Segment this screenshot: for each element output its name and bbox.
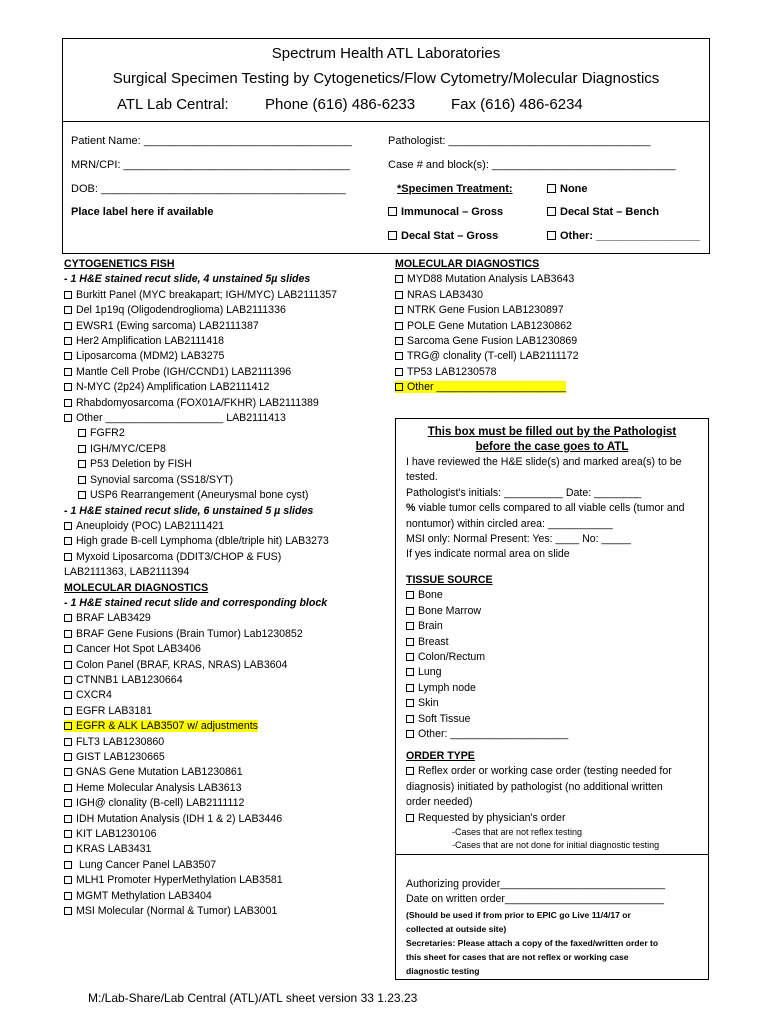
mrn-field[interactable]: MRN/CPI: _____________________________________ bbox=[71, 159, 350, 171]
checkbox-icon[interactable] bbox=[64, 322, 72, 330]
auth-date-field[interactable]: Date on written order___________________________ bbox=[406, 893, 665, 906]
tissue-source-section bbox=[406, 573, 568, 742]
tissue-option[interactable]: Breast bbox=[406, 635, 568, 650]
checkbox-icon[interactable] bbox=[64, 614, 72, 622]
checkbox-icon[interactable] bbox=[395, 306, 403, 314]
mol-test-item[interactable]: IGH@ clonality (B-cell) LAB2111112 bbox=[64, 796, 394, 811]
form-subtitle: Surgical Specimen Testing by Cytogenetics/Flow Cytometry/Molecular Diagnostics bbox=[112, 70, 660, 87]
checkbox-icon[interactable] bbox=[64, 306, 72, 314]
divider bbox=[63, 121, 709, 122]
checkbox-icon[interactable] bbox=[395, 337, 403, 345]
checkbox-icon[interactable] bbox=[395, 275, 403, 283]
checkbox-icon[interactable] bbox=[406, 814, 414, 822]
cyto-subheading-2: - 1 H&E stained recut slide, 6 unstained 5 µ slides bbox=[64, 504, 314, 517]
mol-test-item[interactable]: KIT LAB1230106 bbox=[64, 827, 394, 842]
checkbox-icon[interactable] bbox=[406, 668, 414, 676]
mol-test-item[interactable]: Heme Molecular Analysis LAB3613 bbox=[64, 781, 394, 796]
checkbox-icon[interactable] bbox=[78, 429, 86, 437]
checkbox-icon[interactable] bbox=[547, 207, 556, 216]
pathologist-box bbox=[395, 418, 709, 980]
cyto-test-item[interactable]: Other ____________________ LAB2111413 bbox=[64, 411, 394, 426]
tissue-option[interactable]: Lymph node bbox=[406, 681, 568, 696]
cyto-other-option[interactable]: FGFR2 bbox=[64, 426, 394, 441]
checkbox-icon[interactable] bbox=[64, 799, 72, 807]
checkbox-icon[interactable] bbox=[406, 638, 414, 646]
mol-test-item[interactable]: Sarcoma Gene Fusion LAB1230869 bbox=[395, 334, 707, 349]
checkbox-icon[interactable] bbox=[64, 815, 72, 823]
mol-test-item[interactable]: NRAS LAB3430 bbox=[395, 288, 707, 303]
checkbox-icon[interactable] bbox=[64, 691, 72, 699]
tissue-option[interactable]: Bone Marrow bbox=[406, 604, 568, 619]
cyto-other-list bbox=[64, 426, 394, 503]
tissue-option[interactable]: Brain bbox=[406, 619, 568, 634]
left-column bbox=[64, 257, 394, 919]
mol-test-item[interactable]: CTNNB1 LAB1230664 bbox=[64, 673, 394, 688]
checkbox-icon[interactable] bbox=[406, 591, 414, 599]
checkbox-icon[interactable] bbox=[547, 231, 556, 240]
cyto-subheading-1: - 1 H&E stained recut slide, 4 unstained 5µ slides bbox=[64, 273, 311, 286]
order-type-section: ORDER TYPE Reflex order or working case order (testing needed for diagnosis) initiated by pathologist (no additional written order needed) Requested by physician's order -Cases that are not reflex testing -Cases that are not done for initial diagnostic testing bbox=[406, 750, 672, 851]
checkbox-icon[interactable] bbox=[388, 231, 397, 240]
checkbox-icon[interactable] bbox=[64, 861, 72, 869]
mol-test-item[interactable]: FLT3 LAB1230860 bbox=[64, 735, 394, 750]
mol-title-right: MOLECULAR DIAGNOSTICS bbox=[395, 258, 540, 270]
case-block-field[interactable]: Case # and block(s): ______________________________ bbox=[388, 159, 676, 171]
mol-list-b bbox=[64, 735, 394, 920]
cyto-test-item[interactable]: Del 1p19q (Oligodendroglioma) LAB2111336 bbox=[64, 303, 394, 318]
checkbox-icon[interactable] bbox=[64, 630, 72, 638]
checkbox-icon[interactable] bbox=[395, 352, 403, 360]
checkbox-icon[interactable] bbox=[64, 383, 72, 391]
mol-list-right bbox=[395, 272, 707, 380]
checkbox-icon[interactable] bbox=[395, 322, 403, 330]
cyto-test-item[interactable]: Her2 Amplification LAB2111418 bbox=[64, 334, 394, 349]
footer-path: M:/Lab-Share/Lab Central (ATL)/ATL sheet version 33 1.23.23 bbox=[88, 991, 418, 1005]
cyto-other-option[interactable]: Synovial sarcoma (SS18/SYT) bbox=[64, 473, 394, 488]
cyto-test-item[interactable]: Liposarcoma (MDM2) LAB3275 bbox=[64, 349, 394, 364]
mol-test-item[interactable]: IDH Mutation Analysis (IDH 1 & 2) LAB3446 bbox=[64, 812, 394, 827]
checkbox-icon[interactable] bbox=[64, 907, 72, 915]
checkbox-icon[interactable] bbox=[406, 767, 414, 775]
cyto-list-1 bbox=[64, 288, 394, 427]
checkbox-icon[interactable] bbox=[64, 876, 72, 884]
checkbox-icon[interactable] bbox=[406, 730, 414, 738]
mol-subheading: - 1 H&E stained recut slide and corresponding block bbox=[64, 596, 328, 609]
lab-phone: Phone (616) 486-6233 bbox=[265, 96, 416, 113]
mol-title-left: MOLECULAR DIAGNOSTICS bbox=[64, 581, 209, 594]
initials-date-field[interactable]: Pathologist's initials: __________ Date: ________ bbox=[406, 486, 642, 499]
cyto-test-item[interactable]: Burkitt Panel (MYC breakapart; IGH/MYC) LAB2111357 bbox=[64, 288, 394, 303]
order-physician[interactable]: Requested by physician's order bbox=[406, 811, 672, 826]
checkbox-icon[interactable] bbox=[406, 715, 414, 723]
cyto-title: CYTOGENETICS FISH bbox=[64, 258, 175, 270]
order-title: ORDER TYPE bbox=[406, 750, 475, 762]
cyto-test-item[interactable]: Mantle Cell Probe (IGH/CCND1) LAB2111396 bbox=[64, 365, 394, 380]
mol-test-item[interactable]: GNAS Gene Mutation LAB1230861 bbox=[64, 765, 394, 780]
mol-test-item[interactable]: Lung Cancer Panel LAB3507 bbox=[64, 858, 394, 873]
order-reflex[interactable]: Reflex order or working case order (testing needed for bbox=[406, 764, 672, 779]
mol-test-item[interactable]: MLH1 Promoter HyperMethylation LAB3581 bbox=[64, 873, 394, 888]
checkbox-icon[interactable] bbox=[406, 699, 414, 707]
treatment-other[interactable]: Other: _________________ bbox=[547, 230, 700, 242]
treatment-heading: *Specimen Treatment: bbox=[397, 183, 513, 195]
mol-other-right[interactable]: Other ______________________ bbox=[395, 380, 707, 395]
cyto-test-item[interactable]: Aneuploidy (POC) LAB2111421 bbox=[64, 519, 394, 534]
cyto-test-item[interactable]: High grade B-cell Lymphoma (dble/triple hit) LAB3273 bbox=[64, 534, 394, 549]
checkbox-icon[interactable] bbox=[406, 653, 414, 661]
cyto-test-item[interactable]: Rhabdomyosarcoma (FOX01A/FKHR) LAB2111389 bbox=[64, 396, 394, 411]
mol-test-item[interactable]: BRAF Gene Fusions (Brain Tumor) Lab1230852 bbox=[64, 627, 394, 642]
tissue-option[interactable]: Skin bbox=[406, 696, 568, 711]
mol-test-item[interactable]: Colon Panel (BRAF, KRAS, NRAS) LAB3604 bbox=[64, 658, 394, 673]
path-review-text: I have reviewed the H&E slide(s) and marked area(s) to be tested. Pathologist's initials: __________ Date: ________ % viable tumor cells compared to all viable cells (tumor and nontumor) within circled area: ___________ MSI only: Normal Present: Yes: ____ No: _____ If yes indicate normal area on slide bbox=[406, 456, 685, 561]
org-title: Spectrum Health ATL Laboratories bbox=[271, 45, 501, 62]
checkbox-icon[interactable] bbox=[64, 661, 72, 669]
treatment-decal-bench[interactable]: Decal Stat – Bench bbox=[547, 206, 659, 218]
checkbox-icon[interactable] bbox=[78, 491, 86, 499]
cyto-continuation: LAB2111363, LAB2111394 bbox=[64, 566, 190, 579]
mol-test-item[interactable]: TP53 LAB1230578 bbox=[395, 365, 707, 380]
mol-test-item[interactable]: BRAF LAB3429 bbox=[64, 611, 394, 626]
checkbox-icon[interactable] bbox=[64, 537, 72, 545]
checkbox-icon[interactable] bbox=[406, 684, 414, 692]
cyto-test-item[interactable]: Myxoid Liposarcoma (DDIT3/CHOP & FUS) bbox=[64, 550, 394, 565]
auth-provider-field[interactable]: Authorizing provider____________________________ bbox=[406, 878, 666, 890]
checkbox-icon[interactable] bbox=[64, 753, 72, 761]
tissue-option[interactable]: Soft Tissue bbox=[406, 712, 568, 727]
checkbox-icon[interactable] bbox=[64, 676, 72, 684]
checkbox-icon[interactable] bbox=[64, 368, 72, 376]
checkbox-icon[interactable] bbox=[78, 460, 86, 468]
checkbox-icon[interactable] bbox=[64, 291, 72, 299]
mol-test-item[interactable]: GIST LAB1230665 bbox=[64, 750, 394, 765]
patient-name-field[interactable]: Patient Name: __________________________________ bbox=[71, 135, 352, 147]
checkbox-icon[interactable] bbox=[406, 607, 414, 615]
lab-name: ATL Lab Central: bbox=[117, 96, 229, 113]
checkbox-icon[interactable] bbox=[64, 768, 72, 776]
checkbox-icon[interactable] bbox=[64, 738, 72, 746]
cyto-other-option[interactable]: P53 Deletion by FISH bbox=[64, 457, 394, 472]
checkbox-icon[interactable] bbox=[64, 399, 72, 407]
tissue-option[interactable]: Lung bbox=[406, 665, 568, 680]
label-note: Place label here if available bbox=[71, 206, 214, 218]
checkbox-icon[interactable] bbox=[64, 830, 72, 838]
checkbox-icon[interactable] bbox=[547, 184, 556, 193]
treatment-immunocal[interactable]: Immunocal – Gross bbox=[388, 206, 503, 218]
authorization-section: Authorizing provider____________________________ Date on written order___________________________ (Should be used if from prior to EPIC go Live 11/4/17 or collected at outside site) Secretaries: Please attach a copy of the faxed/written order to this sheet for cases that are not reflex or working case diagnostic testing bbox=[406, 878, 666, 976]
treatment-decal-gross[interactable]: Decal Stat – Gross bbox=[388, 230, 498, 242]
checkbox-icon[interactable] bbox=[395, 368, 403, 376]
msi-field[interactable]: MSI only: Normal Present: Yes: ____ No: _____ bbox=[406, 533, 631, 546]
mol-test-item[interactable]: MSI Molecular (Normal & Tumor) LAB3001 bbox=[64, 904, 394, 919]
cyto-test-item[interactable]: N-MYC (2p24) Amplification LAB2111412 bbox=[64, 380, 394, 395]
pathologist-field[interactable]: Pathologist: _________________________________ bbox=[388, 135, 651, 147]
tissue-title: TISSUE SOURCE bbox=[406, 574, 493, 586]
percent-line: % viable tumor cells compared to all viable cells (tumor and bbox=[406, 502, 685, 515]
right-mol-section bbox=[395, 257, 707, 396]
checkbox-icon[interactable] bbox=[64, 522, 72, 530]
tissue-option[interactable]: Bone bbox=[406, 588, 568, 603]
tissue-option[interactable]: Other: ____________________ bbox=[406, 727, 568, 742]
checkbox-icon[interactable] bbox=[64, 707, 72, 715]
checkbox-icon[interactable] bbox=[395, 291, 403, 299]
checkbox-icon[interactable] bbox=[78, 445, 86, 453]
mol-test-item[interactable]: MYD88 Mutation Analysis LAB3643 bbox=[395, 272, 707, 287]
checkbox-icon[interactable] bbox=[395, 383, 403, 391]
mol-test-item[interactable]: NTRK Gene Fusion LAB1230897 bbox=[395, 303, 707, 318]
header-box bbox=[62, 38, 710, 254]
dob-field[interactable]: DOB: ________________________________________ bbox=[71, 183, 346, 195]
mol-test-item[interactable]: POLE Gene Mutation LAB1230862 bbox=[395, 319, 707, 334]
checkbox-icon[interactable] bbox=[64, 553, 72, 561]
cyto-other-option[interactable]: IGH/MYC/CEP8 bbox=[64, 442, 394, 457]
checkbox-icon[interactable] bbox=[64, 337, 72, 345]
checkbox-icon[interactable] bbox=[64, 645, 72, 653]
percent-field[interactable]: nontumor) within circled area: ___________ bbox=[406, 517, 613, 530]
checkbox-icon[interactable] bbox=[64, 722, 72, 730]
checkbox-icon[interactable] bbox=[64, 784, 72, 792]
path-box-title: This box must be filled out by the Pathologist before the case goes to ATL bbox=[427, 426, 677, 453]
tissue-option[interactable]: Colon/Rectum bbox=[406, 650, 568, 665]
divider bbox=[396, 854, 708, 855]
checkbox-icon[interactable] bbox=[388, 207, 397, 216]
mol-test-item[interactable]: TRG@ clonality (T-cell) LAB2111172 bbox=[395, 349, 707, 364]
mol-test-item[interactable]: EGFR LAB3181 bbox=[64, 704, 394, 719]
cyto-test-item[interactable]: EWSR1 (Ewing sarcoma) LAB2111387 bbox=[64, 319, 394, 334]
checkbox-icon[interactable] bbox=[78, 476, 86, 484]
mol-egfr-alk[interactable]: EGFR & ALK LAB3507 w/ adjustments bbox=[64, 719, 394, 734]
checkbox-icon[interactable] bbox=[406, 622, 414, 630]
checkbox-icon[interactable] bbox=[64, 352, 72, 360]
cyto-list-2 bbox=[64, 519, 394, 565]
lab-fax: Fax (616) 486-6234 bbox=[451, 96, 583, 113]
treatment-none[interactable]: None bbox=[547, 183, 588, 195]
mol-test-item[interactable]: MGMT Methylation LAB3404 bbox=[64, 889, 394, 904]
cyto-other-option[interactable]: USP6 Rearrangement (Aneurysmal bone cyst) bbox=[64, 488, 394, 503]
mol-test-item[interactable]: CXCR4 bbox=[64, 688, 394, 703]
mol-list-a bbox=[64, 611, 394, 719]
checkbox-icon[interactable] bbox=[64, 845, 72, 853]
mol-test-item[interactable]: Cancer Hot Spot LAB3406 bbox=[64, 642, 394, 657]
checkbox-icon[interactable] bbox=[64, 414, 72, 422]
mol-test-item[interactable]: KRAS LAB3431 bbox=[64, 842, 394, 857]
checkbox-icon[interactable] bbox=[64, 892, 72, 900]
